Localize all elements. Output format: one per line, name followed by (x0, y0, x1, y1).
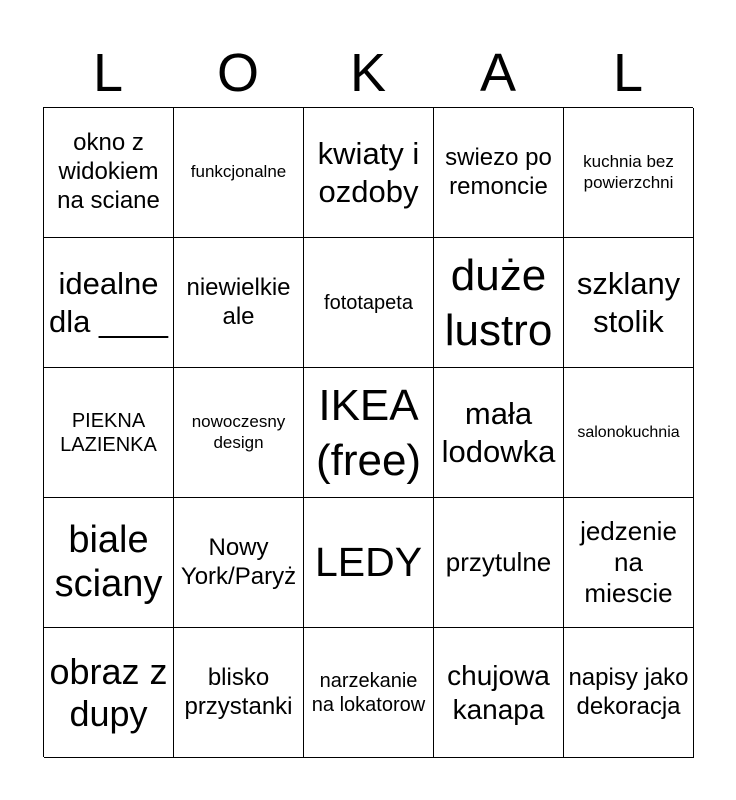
cell-label: Nowy York/Paryż (180, 533, 297, 590)
bingo-cell[interactable] (564, 108, 694, 238)
bingo-cell[interactable] (564, 498, 694, 628)
cell-label: PIEKNA LAZIENKA (60, 409, 157, 456)
bingo-cell[interactable] (434, 238, 564, 368)
bingo-cell[interactable] (564, 628, 694, 758)
cell-label: fototapeta (324, 291, 413, 314)
cell-label: napisy jako dekoracja (568, 663, 689, 720)
bingo-cell[interactable] (304, 108, 434, 238)
cell-label: jedzenie na miescie (580, 515, 677, 609)
bingo-cell[interactable] (174, 368, 304, 498)
cell-label: swiezo po remoncie (445, 143, 552, 200)
bingo-cell[interactable] (44, 368, 174, 498)
cell-label: kwiaty i ozdoby (317, 136, 420, 209)
cell-label: szklany stolik (576, 266, 681, 339)
cell-label: duże lustro (444, 250, 553, 355)
title-letter: L (92, 43, 124, 103)
cell-label: okno z widokiem na sciane (57, 129, 160, 214)
bingo-cell[interactable] (174, 108, 304, 238)
cell-label: chujowa kanapa (447, 659, 550, 725)
bingo-cell[interactable] (174, 628, 304, 758)
bingo-cell[interactable] (44, 238, 174, 368)
bingo-cell[interactable] (44, 108, 174, 238)
cell-label: mała lodowka (441, 396, 556, 469)
bingo-cell[interactable] (434, 498, 564, 628)
title-letter: K (349, 43, 387, 103)
bingo-cell[interactable] (304, 368, 434, 498)
cell-label: IKEA (free) (315, 380, 422, 485)
bingo-cell[interactable] (44, 628, 174, 758)
cell-label: przytulne (445, 546, 552, 577)
bingo-cell[interactable] (434, 108, 564, 238)
cell-label: blisko przystanki (184, 663, 293, 720)
cell-label: nowoczesny design (191, 412, 286, 452)
bingo-cell[interactable] (174, 498, 304, 628)
cell-label: kuchnia bez powierzchni (583, 152, 674, 192)
bingo-cell[interactable] (174, 238, 304, 368)
bingo-cell[interactable] (304, 238, 434, 368)
cell-label: idealne dla ____ (49, 266, 168, 339)
cell-label: biale sciany (54, 518, 163, 605)
cell-label: funkcjonalne (190, 162, 287, 182)
bingo-cell[interactable] (434, 368, 564, 498)
bingo-title (43, 40, 693, 106)
cell-label: LEDY (314, 538, 423, 585)
cell-label: narzekanie na lokatorow (311, 669, 426, 716)
bingo-cell[interactable] (564, 368, 694, 498)
cell-label: salonokuchnia (577, 423, 680, 441)
bingo-cell[interactable] (304, 498, 434, 628)
bingo-cell[interactable] (564, 238, 694, 368)
bingo-board (43, 107, 693, 757)
title-letter: O (216, 43, 259, 103)
title-letter: A (479, 43, 517, 103)
title-letter: L (612, 43, 644, 103)
cell-label: obraz z dupy (49, 651, 168, 734)
bingo-cell[interactable] (304, 628, 434, 758)
bingo-cell[interactable] (44, 498, 174, 628)
cell-label: niewielkie ale (186, 273, 291, 330)
bingo-cell[interactable] (434, 628, 564, 758)
